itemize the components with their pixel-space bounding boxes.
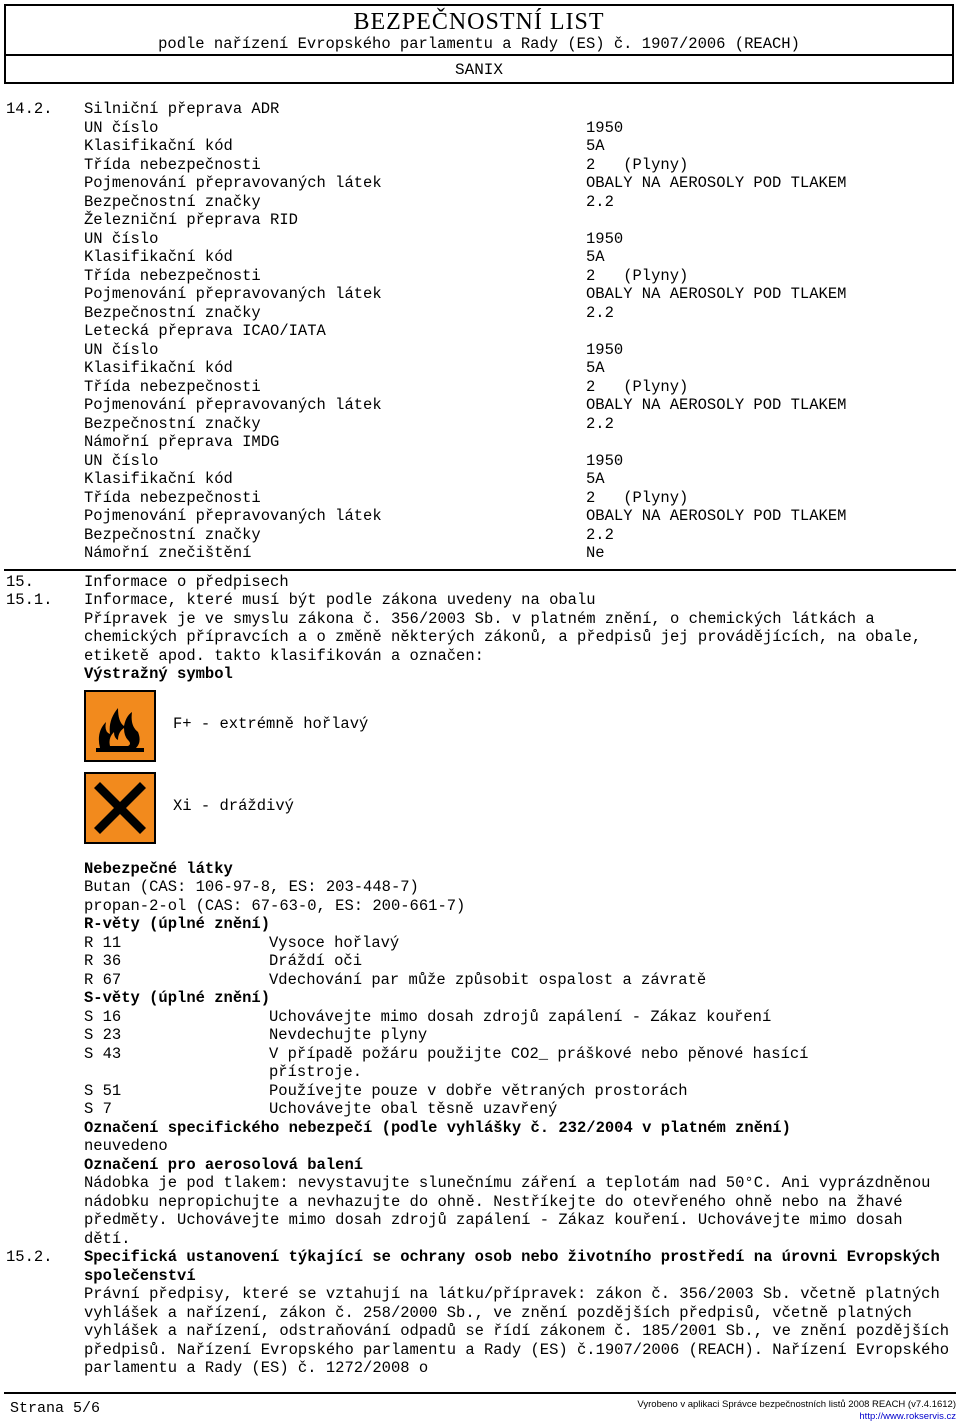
flame-hazard-icon [84, 690, 156, 762]
r-phrase: R 36 Dráždí oči [84, 952, 363, 970]
transport-block-heading: Železniční přeprava RID [84, 211, 298, 229]
aerosol-heading: Označení pro aerosolová balení [84, 1155, 364, 1174]
s-phrases-heading: S-věty (úplné znění) [84, 989, 271, 1007]
section-divider [4, 569, 956, 571]
generator-text: Vyrobeno v aplikaci Správce bezpečnostních listů 2008 REACH (v7.4.1612) [637, 1399, 956, 1410]
transport-row: Bezpečnostní značky 2.2 [84, 525, 614, 544]
section-15-2-heading: Specifická ustanovení týkající se ochrany osob nebo životního prostředí na úrovni Evropských společenství [84, 1248, 940, 1285]
hazard-symbol-flammable [0, 690, 960, 772]
transport-row: Námořní znečištění Ne [84, 544, 605, 562]
transport-row: UN číslo 1950 [84, 451, 624, 470]
section-number: 14.2. [6, 100, 53, 118]
transport-row: Třída nebezpečnosti 2 (Plyny) [84, 266, 689, 285]
page-footer [4, 1392, 956, 1425]
r-phrase: R 11 Vysoce hořlavý [84, 933, 400, 952]
product-name: SANIX [4, 56, 954, 84]
transport-row: UN číslo 1950 [84, 340, 624, 359]
s-phrase: S 16 Uchovávejte mimo dosah zdrojů zapálení - Zákaz kouření [84, 1007, 772, 1026]
hazard-symbol-label: F+ - extrémně hořlavý [173, 714, 369, 733]
transport-row: UN číslo 1950 [84, 229, 624, 248]
document-header [4, 4, 954, 56]
substance-item: propan-2-ol (CAS: 67-63-0, ES: 200-661-7) [84, 896, 466, 915]
special-hazard-value: neuvedeno [84, 1137, 168, 1155]
transport-block-heading: 14.2. Silniční přeprava ADR [6, 100, 280, 118]
hazard-symbol-label: Xi - dráždivý [173, 796, 294, 815]
section-number: 15.2. [6, 1248, 53, 1266]
transport-row: Klasifikační kód 5A [84, 470, 605, 488]
transport-row: UN číslo 1950 [84, 118, 624, 137]
transport-block-heading: Letecká přeprava ICAO/IATA [84, 322, 326, 340]
s-phrase: S 51 Používejte pouze v dobře větraných prostorách [84, 1081, 688, 1100]
transport-row: Pojmenování přepravovaných látek OBALY NA AEROSOLY POD TLAKEM [84, 285, 847, 303]
substance-item: Butan (CAS: 106-97-8, ES: 203-448-7) [84, 878, 419, 896]
document-body [0, 100, 960, 1378]
s-phrase: S 7 Uchovávejte obal těsně uzavřený [84, 1100, 558, 1118]
r-phrase: R 67 Vdechování par může způsobit ospalost a závratě [84, 970, 707, 989]
s-phrase-continuation: přístroje. [269, 1063, 363, 1081]
transport-row: Třída nebezpečnosti 2 (Plyny) [84, 377, 689, 396]
transport-row: Klasifikační kód 5A [84, 248, 605, 266]
cross-hazard-icon [84, 772, 156, 844]
section-15-2-text: Právní předpisy, které se vztahují na látku/přípravek: zákon č. 356/2003 Sb. včetně platných vyhlášek a nařízení, zákon č. 258/2000 Sb., ve znění pozdějších předpisů, včetně platných vyhlášek a nařízení, odstraňování odpadů se řídí zákonem č. 185/2001 Sb., ve znění pozdějších předpisů. Nařízení Evropského parlamentu a Rady (ES) č.1907/2006 (REACH). Nařízení Evropského parlamentu a Rady (ES) č. 1272/2008 o [84, 1285, 950, 1377]
transport-row: Pojmenování přepravovaných látek OBALY NA AEROSOLY POD TLAKEM [84, 174, 847, 192]
transport-row: Klasifikační kód 5A [84, 137, 605, 155]
hazardous-substances-heading: Nebezpečné látky [84, 859, 233, 878]
s-phrase: S 43 V případě požáru použijte CO2_ práškové nebo pěnové hasící [84, 1044, 809, 1063]
regulatory-intro: Přípravek je ve smyslu zákona č. 356/2003 Sb. v platném znění, o chemických látkách a chemických přípravcích a o změně některých zákonů, a předpisů jej provádějících, na obale, etiketě apod. takto klasifikován a označen: [84, 609, 922, 665]
section-15-heading: 15. Informace o předpisech [6, 572, 289, 591]
generator-link[interactable]: http://www.rokservis.cz [859, 1411, 956, 1422]
hazard-symbol-irritant [0, 772, 960, 860]
document-subtitle: podle nařízení Evropského parlamentu a Rady (ES) č. 1907/2006 (REACH) [158, 35, 800, 53]
s-phrase: S 23 Nevdechujte plyny [84, 1026, 428, 1044]
section-15-1-heading: 15.1. Informace, které musí být podle zákona uvedeny na obalu [6, 591, 596, 609]
transport-row: Bezpečnostní značky 2.2 [84, 303, 614, 322]
transport-block-heading: Námořní přeprava IMDG [84, 433, 280, 451]
page-number: Strana 5/6 [10, 1400, 101, 1417]
section-15-2 [0, 1248, 960, 1378]
transport-row: Bezpečnostní značky 2.2 [84, 414, 614, 433]
aerosol-text: Nádobka je pod tlakem: nevystavujte slunečnímu záření a teplotám nad 50°C. Ani vyprázdněnou nádobku nepropichujte a nevhazujte do ohně. Nestříkejte do otevřeného ohně nebo na žhavé předměty. Uchovávejte mimo dosah zdrojů zapálení - Zákaz kouření. Uchovávejte mimo dosah dětí. [84, 1174, 931, 1248]
r-phrases-heading: R-věty (úplné znění) [84, 915, 271, 933]
transport-row: Třída nebezpečnosti 2 (Plyny) [84, 155, 689, 174]
document-title: BEZPEČNOSTNÍ LIST [353, 9, 605, 35]
transport-row: Klasifikační kód 5A [84, 359, 605, 377]
transport-row: Třída nebezpečnosti 2 (Plyny) [84, 488, 689, 507]
transport-row: Bezpečnostní značky 2.2 [84, 192, 614, 211]
generator-note [637, 1399, 956, 1423]
transport-row: Pojmenování přepravovaných látek OBALY NA AEROSOLY POD TLAKEM [84, 507, 847, 525]
transport-row: Pojmenování přepravovaných látek OBALY NA AEROSOLY POD TLAKEM [84, 396, 847, 414]
symbol-heading: Výstražný symbol [84, 665, 233, 683]
special-hazard-heading: Označení specifického nebezpečí (podle vyhlášky č. 232/2004 v platném znění) [84, 1118, 791, 1137]
